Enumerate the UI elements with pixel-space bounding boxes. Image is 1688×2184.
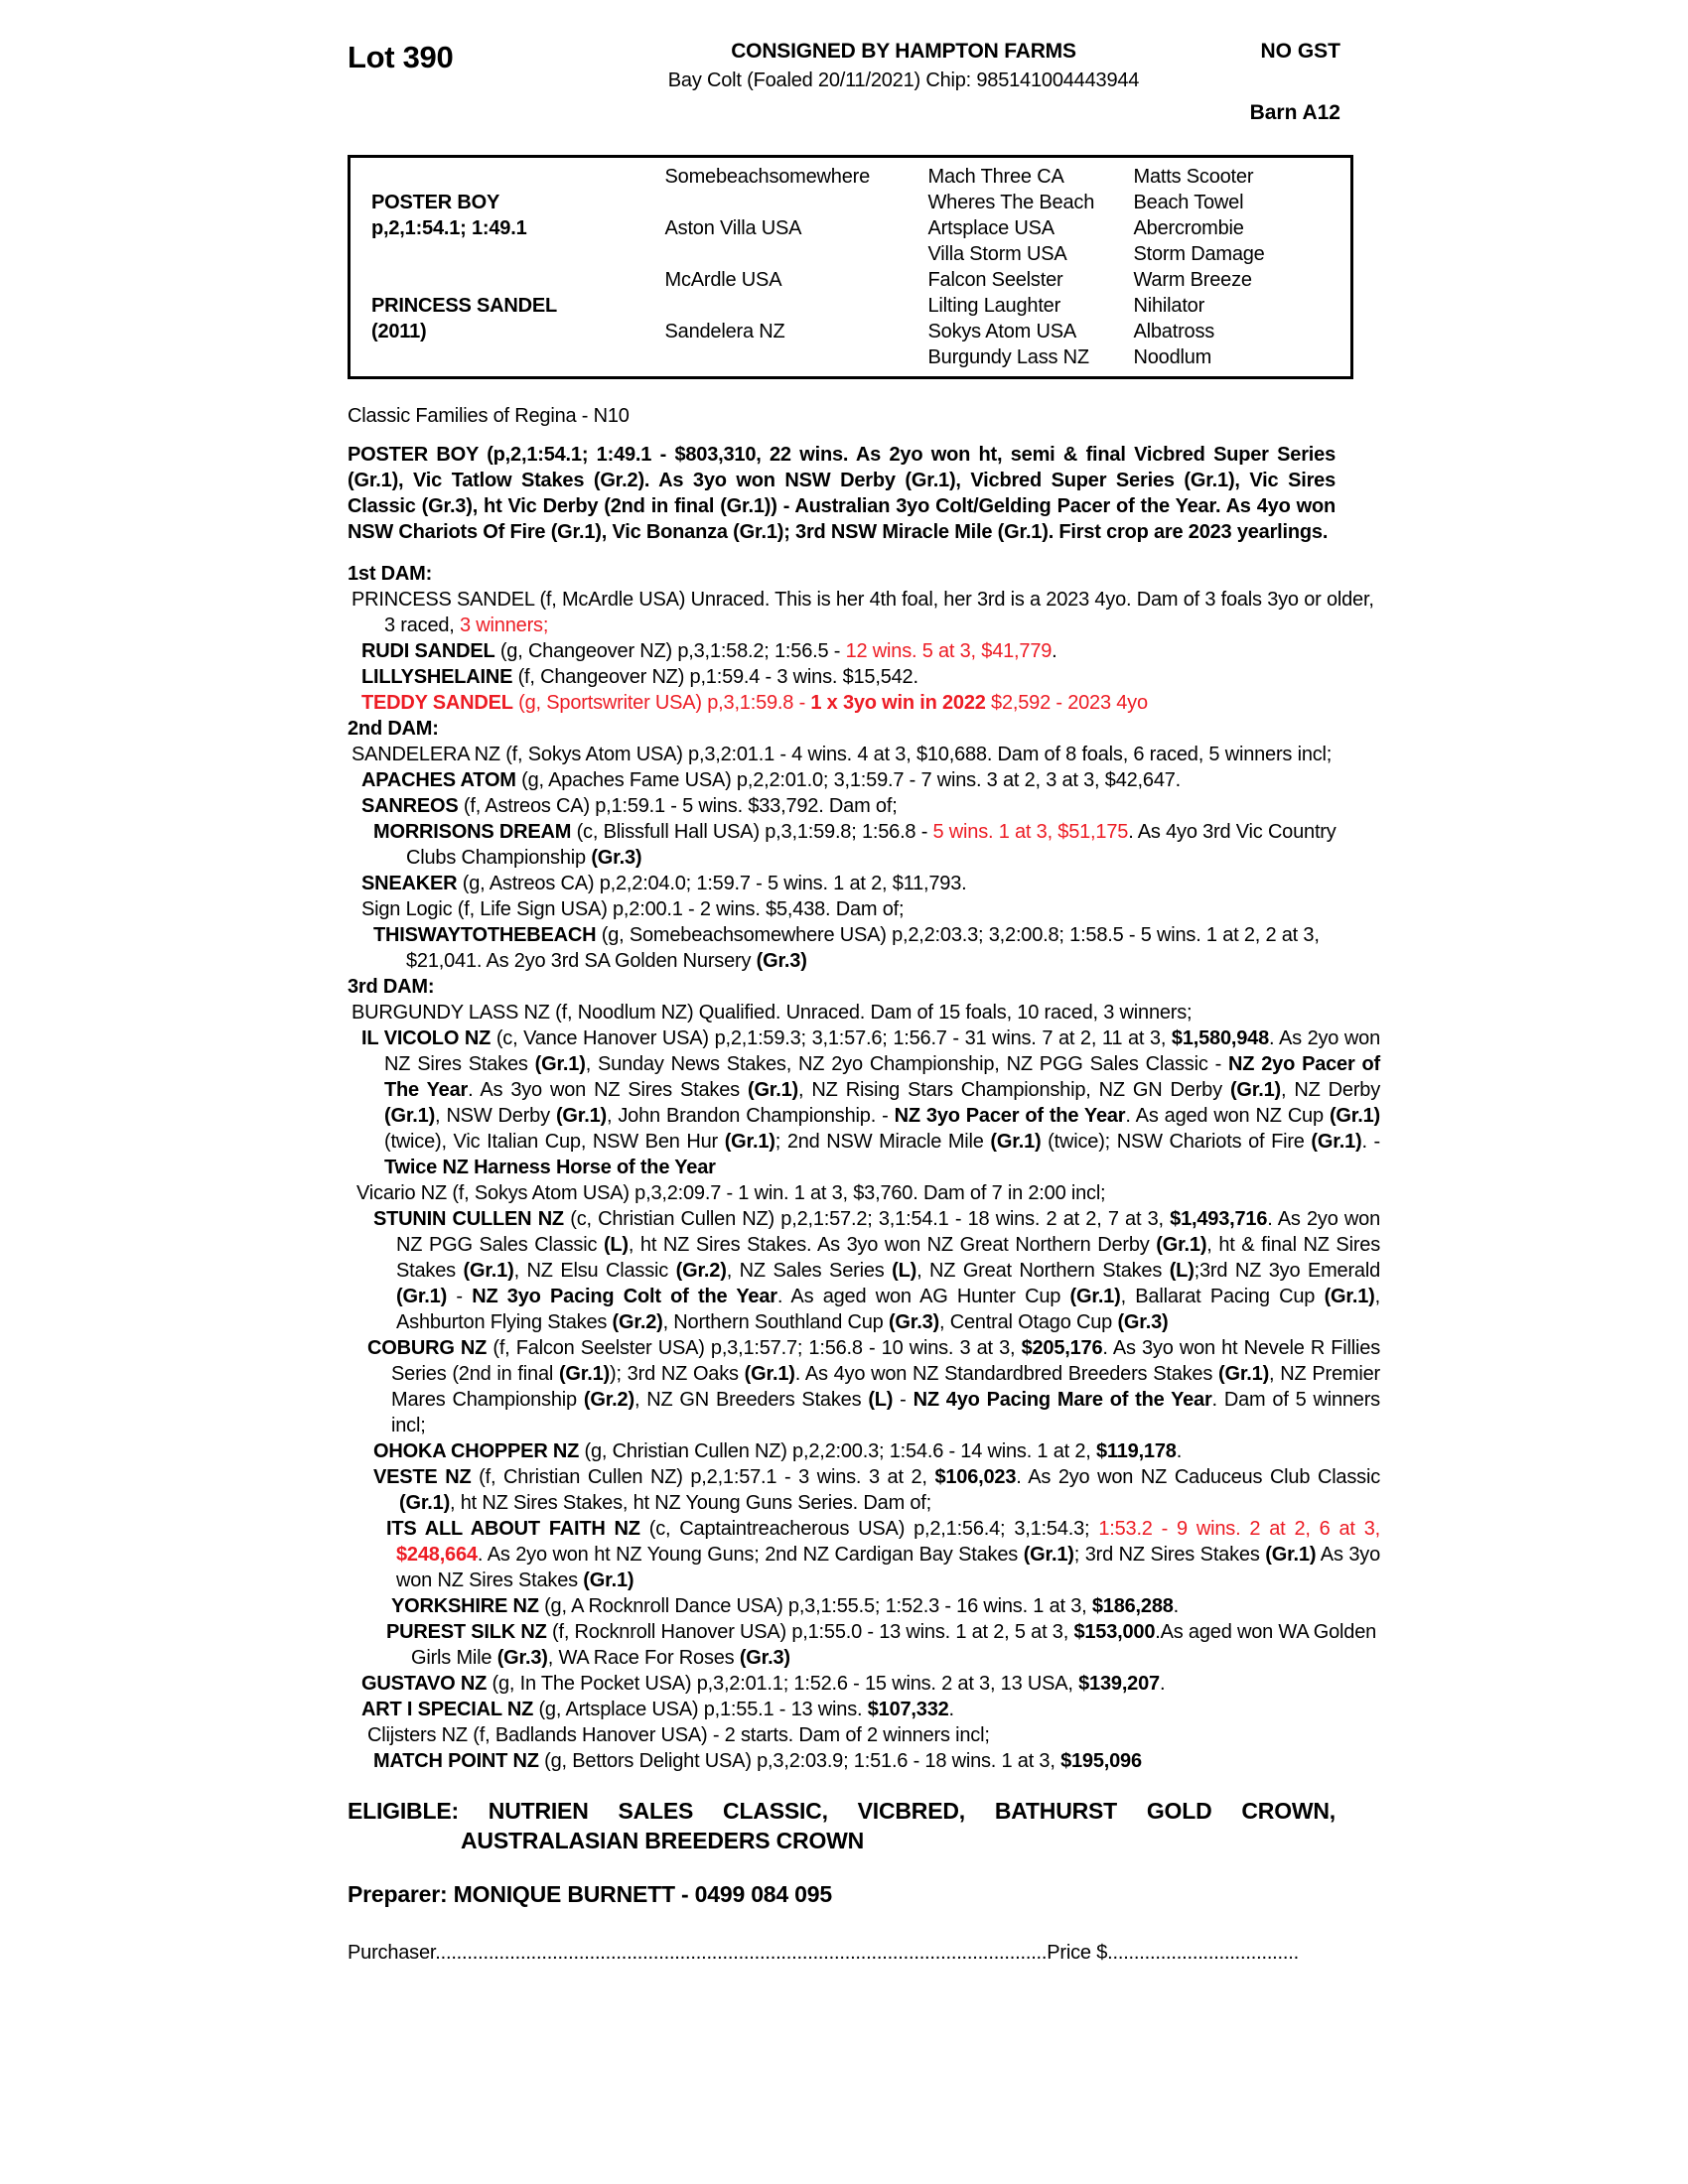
purchaser-dots: ...................................................................................................................	[435, 1942, 1048, 1964]
text-segment: OHOKA CHOPPER NZ	[373, 1440, 580, 1462]
text-segment: (g, In The Pocket USA) p,3,2:01.1; 1:52.6 - 15 wins. 2 at 3, 13 USA,	[487, 1673, 1079, 1695]
text-segment: (Gr.3)	[739, 1647, 790, 1669]
text-segment: , Ballarat Pacing Cup	[1120, 1286, 1325, 1307]
text-segment: (c, Christian Cullen NZ) p,2,1:57.2; 3,1:54.1 - 18 wins. 2 at 2, 7 at 3,	[563, 1208, 1171, 1230]
text-segment: (g, Artsplace USA) p,1:55.1 - 13 wins.	[533, 1699, 868, 1720]
dam-heading: 3rd DAM:	[348, 976, 435, 998]
text-segment: (Gr.1)	[1023, 1544, 1074, 1566]
price-dots: ....................................	[1107, 1942, 1299, 1964]
text-segment: .	[1173, 1595, 1180, 1617]
text-segment: . As aged won AG Hunter Cup	[776, 1286, 1070, 1307]
text-segment: (Gr.1)	[463, 1260, 514, 1282]
text-segment: .	[948, 1699, 954, 1720]
text-segment: $248,664	[396, 1544, 478, 1566]
pedigree-ancestor-cell	[665, 241, 928, 267]
text-segment: $139,207	[1078, 1673, 1160, 1695]
text-segment: , ht & final NZ Sires Stakes	[396, 1234, 1381, 1282]
pedigree-subject-cell: PRINCESS SANDEL	[371, 295, 558, 317]
text-segment: APACHES ATOM	[361, 769, 516, 791]
text-segment: (g, Changeover NZ) p,3,1:58.2; 1:56.5 -	[494, 640, 846, 662]
text-segment: (Gr.1)	[1329, 1105, 1380, 1127]
text-segment: (Gr.1)	[1265, 1544, 1317, 1566]
text-segment: As 3yo won NZ Sires Stakes	[396, 1544, 1381, 1591]
pedigree-subject-cell: p,2,1:54.1; 1:49.1	[371, 217, 527, 239]
pedigree-ancestor-cell: McArdle USA	[664, 269, 782, 291]
text-segment: Vicario NZ (f, Sokys Atom USA) p,3,2:09.7 - 1 win. 1 at 3, $3,760. Dam of 7 in 2:00 incl;	[356, 1182, 1106, 1204]
text-segment: , NZ Great Northern Stakes	[916, 1260, 1170, 1282]
text-segment: Clijsters NZ (f, Badlands Hanover USA) - 2 starts. Dam of 2 winners incl;	[367, 1724, 990, 1746]
pedigree-ancestor-cell: Noodlum	[1133, 346, 1212, 368]
text-segment: (L)	[868, 1389, 894, 1411]
family-line	[348, 922, 1380, 974]
text-segment: .As aged won WA Golden Girls Mile	[411, 1621, 1377, 1669]
text-segment: (Gr.1)	[583, 1570, 634, 1591]
text-segment: (Gr.1)	[724, 1131, 775, 1153]
text-segment: LILLYSHELAINE	[361, 666, 513, 688]
text-segment: $107,332	[867, 1699, 949, 1720]
pedigree-ancestor-cell: Beach Towel	[1133, 192, 1244, 213]
consignor-title: CONSIGNED BY HAMPTON FARMS	[731, 40, 1076, 63]
text-segment: (Gr.1)	[1218, 1363, 1270, 1385]
pedigree-row	[350, 190, 1352, 215]
gst-badge: NO GST	[1260, 40, 1340, 63]
text-segment: 1:53.2 - 9 wins. 2 at 2, 6 at 3,	[1098, 1518, 1381, 1540]
pedigree-row	[350, 157, 1352, 191]
text-segment: IL VICOLO NZ	[361, 1027, 492, 1049]
text-segment: $1,493,716	[1170, 1208, 1268, 1230]
text-segment: GUSTAVO NZ	[361, 1673, 488, 1695]
pedigree-subject-cell	[350, 267, 665, 293]
text-segment: (g, Astreos CA) p,2,2:04.0; 1:59.7 - 5 wins. 1 at 2, $11,793.	[457, 873, 967, 894]
pedigree-ancestor-cell: Falcon Seelster	[927, 269, 1063, 291]
text-segment: STUNIN CULLEN NZ	[373, 1208, 564, 1230]
text-segment: NZ 3yo Pacer of the Year	[894, 1105, 1126, 1127]
pedigree-ancestor-cell: Sokys Atom USA	[927, 321, 1076, 342]
text-segment: ART I SPECIAL NZ	[361, 1699, 534, 1720]
family-line	[348, 1722, 1380, 1748]
text-segment: , NSW Derby	[435, 1105, 556, 1127]
text-segment: . As 3yo won NZ Sires Stakes	[468, 1079, 748, 1101]
eligibility-line-2: AUSTRALASIAN BREEDERS CROWN	[461, 1828, 865, 1853]
text-segment: (Gr.1)	[1069, 1286, 1121, 1307]
text-segment: -	[893, 1389, 914, 1411]
header-center	[635, 40, 1172, 92]
text-segment: (Gr.1)	[990, 1131, 1042, 1153]
dam-heading: 1st DAM:	[348, 563, 433, 585]
text-segment: (f, Christian Cullen NZ) p,2,1:57.1 - 3 wins. 3 at 2,	[471, 1466, 935, 1488]
pedigree-ancestor-cell: Aston Villa USA	[664, 217, 802, 239]
family-line	[348, 1748, 1380, 1774]
text-segment: ITS ALL ABOUT FAITH NZ	[386, 1518, 640, 1540]
family-line	[348, 1593, 1380, 1619]
text-segment: , Sunday News Stakes, NZ 2yo Championship, NZ PGG Sales Classic -	[585, 1053, 1229, 1075]
pedigree-ancestor-cell: Villa Storm USA	[927, 243, 1067, 265]
pedigree-ancestor-cell: Mach Three CA	[927, 166, 1064, 188]
text-segment: , ht NZ Sires Stakes, ht NZ Young Guns Series. Dam of;	[450, 1492, 932, 1514]
text-segment: $106,023	[934, 1466, 1017, 1488]
family-line	[348, 819, 1380, 871]
pedigree-row	[350, 267, 1352, 293]
pedigree-ancestor-cell: Wheres The Beach	[927, 192, 1095, 213]
text-segment: (Gr.1)	[384, 1105, 436, 1127]
pedigree-ancestor-cell: Nihilator	[1133, 295, 1205, 317]
text-segment: BURGUNDY LASS NZ (f, Noodlum NZ) Qualified. Unraced. Dam of 15 foals, 10 raced, 3 winners;	[352, 1002, 1193, 1024]
text-segment: (f, Changeover NZ) p,1:59.4 - 3 wins. $15,542.	[512, 666, 918, 688]
text-segment: , NZ GN Breeders Stakes	[633, 1389, 869, 1411]
text-segment: (f, Rocknroll Hanover USA) p,1:55.0 - 13 wins. 1 at 2, 5 at 3,	[546, 1621, 1074, 1643]
text-segment: .	[1052, 640, 1057, 662]
text-segment: , NZ Rising Stars Championship, NZ GN Derby	[798, 1079, 1230, 1101]
family-line	[348, 1697, 1380, 1722]
text-segment: PUREST SILK NZ	[386, 1621, 547, 1643]
text-segment: (Gr.3)	[1117, 1311, 1169, 1333]
pedigree-subject-cell	[350, 241, 665, 267]
text-segment: (Gr.1)	[747, 1079, 799, 1101]
text-segment: , NZ Derby	[1280, 1079, 1381, 1101]
sire-summary: POSTER BOY (p,2,1:54.1; 1:49.1 - $803,310, 22 wins. As 2yo won ht, semi & final Vicbred Super Series (Gr.1), Vic Tatlow Stakes (Gr.2). As 3yo won NSW Derby (Gr.1), Vicbred Super Series (Gr.1), Vic Sires Classic (Gr.3), ht Vic Derby (2nd in final (Gr.1)) - Australian 3yo Colt/Gelding Pacer of the Year. As 4yo won NSW Chariots Of Fire (Gr.1), Vic Bonanza (Gr.1); 3rd NSW Miracle Mile (Gr.1). First crop are 2023 yearlings.	[348, 444, 1336, 543]
text-segment: ; 3rd NZ Sires Stakes	[1073, 1544, 1266, 1566]
text-segment: (L)	[603, 1234, 629, 1256]
text-segment: SANDELERA NZ (f, Sokys Atom USA) p,3,2:01.1 - 4 wins. 4 at 3, $10,688. Dam of 8 foals, 6 raced, 5 winners incl;	[352, 744, 1333, 765]
family-line	[348, 896, 1380, 922]
text-segment: (Gr.1)	[396, 1286, 448, 1307]
pedigree-subject-cell: (2011)	[371, 321, 427, 342]
family-line	[348, 1206, 1380, 1335]
text-segment: (Gr.1)	[1156, 1234, 1207, 1256]
text-segment: NZ 3yo Pacing Colt of the Year	[472, 1286, 777, 1307]
family-line	[348, 690, 1380, 716]
preparer-line: Preparer: MONIQUE BURNETT - 0499 084 095	[348, 1881, 832, 1907]
text-segment: SNEAKER	[361, 873, 458, 894]
text-segment: 5 wins. 1 at 3, $51,175	[932, 821, 1129, 843]
family-note: Classic Families of Regina - N10	[348, 405, 630, 427]
text-segment: 12 wins. 5 at 3, $41,779	[845, 640, 1053, 662]
pedigree-ancestor-cell: Albatross	[1133, 321, 1215, 342]
family-line	[348, 1025, 1380, 1180]
text-segment: , Central Otago Cup	[939, 1311, 1118, 1333]
text-segment: . As 2yo won NZ PGG Sales Classic	[396, 1208, 1380, 1256]
text-segment: YORKSHIRE NZ	[391, 1595, 539, 1617]
text-segment: .	[1159, 1673, 1166, 1695]
family-line	[348, 1619, 1380, 1671]
text-segment: (Gr.3)	[496, 1647, 548, 1669]
text-segment: (g, A Rocknroll Dance USA) p,3,1:55.5; 1:52.3 - 16 wins. 1 at 3,	[538, 1595, 1092, 1617]
text-segment: , NZ Premier Mares Championship	[391, 1363, 1380, 1411]
text-segment: , NZ Sales Series	[726, 1260, 893, 1282]
pedigree-subject-cell: POSTER BOY	[371, 192, 500, 213]
text-segment: $186,288	[1091, 1595, 1174, 1617]
text-segment: MATCH POINT NZ	[373, 1750, 539, 1772]
pedigree-subject-cell	[350, 344, 665, 378]
text-segment: ;3rd NZ 3yo Emerald	[1194, 1260, 1381, 1282]
text-segment: (g, Christian Cullen NZ) p,2,2:00.3; 1:54.6 - 14 wins. 1 at 2,	[579, 1440, 1096, 1462]
pedigree-ancestor-cell: Burgundy Lass NZ	[927, 346, 1089, 368]
price-label: Price $	[1047, 1942, 1108, 1964]
text-segment: NZ 4yo Pacing Mare of the Year	[913, 1389, 1212, 1411]
text-segment: (Gr.2)	[583, 1389, 634, 1411]
text-segment: (f, Falcon Seelster USA) p,3,1:57.7; 1:56.8 - 10 wins. 3 at 3,	[487, 1337, 1022, 1359]
text-segment: , Northern Southland Cup	[662, 1311, 889, 1333]
family-line	[348, 1438, 1380, 1464]
text-segment: VESTE NZ	[373, 1466, 472, 1488]
text-segment: . As 2yo won ht NZ Young Guns; 2nd NZ Cardigan Bay Stakes	[477, 1544, 1024, 1566]
page-header	[348, 40, 1380, 125]
text-segment: . As 4yo won NZ Standardbred Breeders Stakes	[794, 1363, 1218, 1385]
text-segment: (L)	[1169, 1260, 1195, 1282]
text-segment: THISWAYTOTHEBEACH	[373, 924, 597, 946]
text-segment: PRINCESS SANDEL (f, McArdle USA) Unraced. This is her 4th foal, her 3rd is a 2023 4yo. Dam of 3 foals 3yo or older, 3 raced,	[352, 589, 1374, 636]
eligibility-line-1: ELIGIBLE: NUTRIEN SALES CLASSIC, VICBRED, BATHURST GOLD CROWN,	[348, 1798, 1336, 1824]
eligibility-note	[348, 1796, 1380, 1855]
text-segment: -	[447, 1286, 473, 1307]
text-segment: , WA Race For Roses	[547, 1647, 740, 1669]
family-line	[348, 587, 1380, 638]
text-segment: (g, Apaches Fame USA) p,2,2:01.0; 3,1:59.7 - 7 wins. 3 at 2, 3 at 3, $42,647.	[515, 769, 1182, 791]
pedigree-ancestor-cell: Lilting Laughter	[927, 295, 1061, 317]
family-line	[348, 638, 1380, 664]
text-segment: COBURG NZ	[367, 1337, 488, 1359]
text-segment: RUDI SANDEL	[361, 640, 495, 662]
text-segment: (twice), Vic Italian Cup, NSW Ben Hur	[384, 1131, 725, 1153]
text-segment: (Gr.1)	[399, 1492, 451, 1514]
header-right	[1172, 40, 1380, 125]
text-segment: SANREOS	[361, 795, 459, 817]
text-segment: (Gr.2)	[612, 1311, 663, 1333]
pedigree-table	[348, 155, 1353, 379]
text-segment: (Gr.2)	[675, 1260, 727, 1282]
text-segment: ; 2nd NSW Miracle Mile	[774, 1131, 991, 1153]
text-segment: (Gr.1)	[555, 1105, 607, 1127]
text-segment: (Gr.1)	[558, 1363, 611, 1385]
family-line	[348, 1464, 1380, 1516]
family-line	[348, 664, 1380, 690]
dam-heading: 2nd DAM:	[348, 718, 439, 740]
text-segment: (c, Blissfull Hall USA) p,3,1:59.8; 1:56.8 -	[571, 821, 933, 843]
text-segment: Twice NZ Harness Horse of the Year	[384, 1157, 716, 1178]
text-segment: (Gr.1)	[1324, 1286, 1375, 1307]
text-segment: , ht NZ Sires Stakes. As 3yo won NZ Great Northern Derby	[628, 1234, 1157, 1256]
text-segment: $195,096	[1060, 1750, 1142, 1772]
text-segment: . As 3yo won ht Nevele R Fillies Series (2nd in final	[391, 1337, 1380, 1385]
text-segment: , Ashburton Flying Stakes	[396, 1286, 1380, 1333]
text-segment: NZ 2yo Pacer of The Year	[384, 1053, 1380, 1101]
text-segment: $153,000	[1073, 1621, 1156, 1643]
pedigree-row	[350, 319, 1352, 344]
text-segment: (g, Sportswriter USA) p,3,1:59.8 -	[512, 692, 811, 714]
text-segment: (c, Captaintreacherous USA) p,2,1:56.4; 3,1:54.3;	[639, 1518, 1099, 1540]
text-segment: (twice); NSW Chariots of Fire	[1041, 1131, 1312, 1153]
pedigree-row	[350, 241, 1352, 267]
text-segment: $119,178	[1095, 1440, 1177, 1462]
text-segment: . As 4yo 3rd Vic Country Clubs Championship	[406, 821, 1336, 869]
pedigree-ancestor-cell: Sandelera NZ	[664, 321, 785, 342]
text-segment: 3 winners;	[460, 614, 549, 636]
pedigree-ancestor-cell: Warm Breeze	[1133, 269, 1252, 291]
pedigree-row	[350, 293, 1352, 319]
text-segment: (Gr.3)	[888, 1311, 940, 1333]
text-segment: (L)	[892, 1260, 917, 1282]
text-segment: $2,592 - 2023 4yo	[985, 692, 1148, 714]
text-segment: (f, Astreos CA) p,1:59.1 - 5 wins. $33,792. Dam of;	[458, 795, 898, 817]
family-line	[348, 1180, 1380, 1206]
barn-number: Barn A12	[1249, 101, 1340, 124]
text-segment: 1 x 3yo win in 2022	[810, 692, 986, 714]
pedigree-row	[350, 344, 1352, 378]
pedigree-subject-cell	[350, 157, 665, 191]
family-line	[348, 1516, 1380, 1593]
text-segment: (g, Somebeachsomewhere USA) p,2,2:03.3; 3,2:00.8; 1:58.5 - 5 wins. 1 at 2, 2 at 3, $21,041. As 2yo 3rd SA Golden Nursery	[406, 924, 1320, 972]
pedigree-ancestor-cell: Matts Scooter	[1133, 166, 1254, 188]
text-segment: TEDDY SANDEL	[361, 692, 513, 714]
text-segment: , NZ Elsu Classic	[513, 1260, 676, 1282]
page-content	[348, 40, 1380, 1965]
pedigree-ancestor-cell: Abercrombie	[1133, 217, 1244, 239]
family-line	[348, 742, 1380, 767]
pedigree-row	[350, 215, 1352, 241]
text-segment: . As aged won NZ Cup	[1125, 1105, 1330, 1127]
text-segment: (c, Vance Hanover USA) p,2,1:59.3; 3,1:57.6; 1:56.7 - 31 wins. 7 at 2, 11 at 3,	[491, 1027, 1172, 1049]
pedigree-ancestor-cell: Artsplace USA	[927, 217, 1055, 239]
text-segment: Sign Logic (f, Life Sign USA) p,2:00.1 - 2 wins. $5,438. Dam of;	[361, 898, 905, 920]
family-line	[348, 871, 1380, 896]
text-segment: (g, Bettors Delight USA) p,3,2:03.9; 1:51.6 - 18 wins. 1 at 3,	[538, 1750, 1061, 1772]
text-segment: . As 2yo won NZ Sires Stakes	[384, 1027, 1380, 1075]
text-segment: (Gr.3)	[591, 847, 642, 869]
horse-description: Bay Colt (Foaled 20/11/2021) Chip: 985141004443944	[667, 69, 1140, 91]
text-segment: (Gr.1)	[744, 1363, 795, 1385]
family-line	[348, 1335, 1380, 1438]
pedigree-table-body	[350, 157, 1352, 378]
family-line	[348, 767, 1380, 793]
family-line	[348, 1000, 1380, 1025]
text-segment: (Gr.1)	[1229, 1079, 1281, 1101]
purchaser-line	[348, 1942, 1380, 1965]
lot-number: Lot 390	[348, 40, 454, 74]
pedigree-ancestor-cell	[665, 344, 928, 378]
pedigree-ancestor-cell: Storm Damage	[1133, 243, 1265, 265]
family-section	[348, 561, 1380, 1774]
purchaser-label: Purchaser	[348, 1942, 436, 1964]
text-segment: (Gr.3)	[756, 950, 807, 972]
text-segment: $205,176	[1021, 1337, 1103, 1359]
text-segment: , John Brandon Championship. -	[606, 1105, 895, 1127]
text-segment: . -	[1361, 1131, 1380, 1153]
text-segment: MORRISONS DREAM	[373, 821, 572, 843]
text-segment: $1,580,948	[1171, 1027, 1269, 1049]
text-segment: . Dam of 5 winners incl;	[391, 1389, 1380, 1436]
text-segment: . As 2yo won NZ Caduceus Club Classic	[1016, 1466, 1380, 1488]
pedigree-ancestor-cell: Somebeachsomewhere	[664, 166, 871, 188]
text-segment: (Gr.1)	[1311, 1131, 1362, 1153]
family-line	[348, 1671, 1380, 1697]
text-segment: ); 3rd NZ Oaks	[610, 1363, 745, 1385]
pedigree-ancestor-cell	[665, 190, 928, 215]
family-line	[348, 793, 1380, 819]
text-segment: .	[1176, 1440, 1183, 1462]
pedigree-ancestor-cell	[665, 293, 928, 319]
text-segment: (Gr.1)	[534, 1053, 586, 1075]
